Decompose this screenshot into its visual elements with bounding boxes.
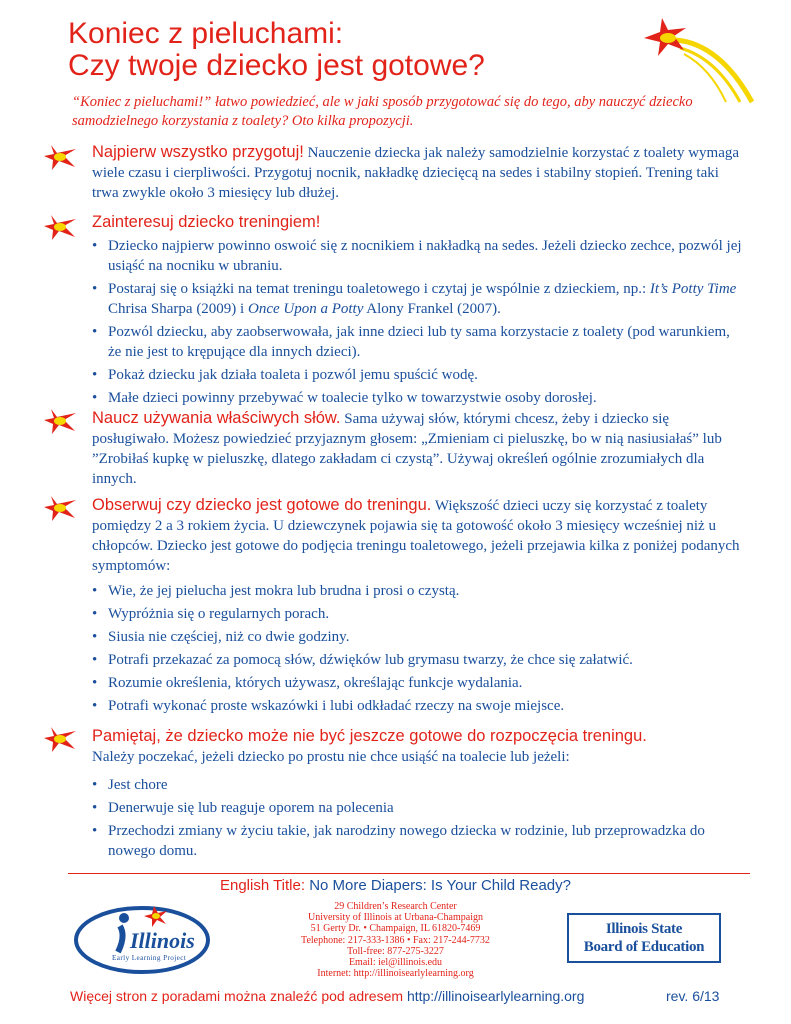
bullet-list <box>92 236 742 408</box>
bullet-list <box>92 775 742 861</box>
list-item: • Pozwól dziecku, aby zaobserwowała, jak inne dzieci lub ty sama korzystacie z toalety (pod warunkiem, że nie jest to krępujące dla innych dzieci). <box>92 322 742 362</box>
section-body: Nauczenie dziecka jak należy samodzielnie korzystać z toalety wymaga wiele czasu i cierpliwości. Przygotuj nocnik, nakładkę dziecięcą na sedes i stabilny stopień. Trening taki trwa zwykle około 3 miesięcy lub dłużej. <box>92 145 740 201</box>
section-body: Należy poczekać, jeżeli dziecko po prostu nie chce usiąść na toalecie lub jeżeli: <box>92 749 570 765</box>
list-item: • Postaraj się o książki na temat treningu toaletowego i czytaj je wspólnie z dzieckiem, np.: It’s Potty Time Chrisa Sharpa (2009) i Once Upon a Potty Alony Frankel (2007). <box>92 279 742 319</box>
title-line-2: Czy twoje dziecko jest gotowe? <box>68 49 485 82</box>
footer-divider <box>68 873 750 874</box>
bullet-list <box>92 581 742 716</box>
section-heading: Najpierw wszystko przygotuj! <box>92 143 304 161</box>
english-title: English Title: No More Diapers: Is Your Child Ready? <box>219 877 571 894</box>
section-heading: Naucz używania właściwych słów. <box>92 409 341 427</box>
section-body: Większość dzieci uczy się korzystać z toalety pomiędzy 2 a 3 rokiem życia. U dziewczynek pojawia się ta gotowość około 3 miesięcy wcześniej niż u chłopców. Dziecko jest gotowe do podjęcia treningu toaletowego, jeżeli przejawia kilka z poniżej podanych symptomów: <box>92 498 740 574</box>
contact-info: 29 Children’s Research Center University of Illinois at Urbana-Champaign 51 Gerty Dr. • Champaign, IL 61820-7469 Telephone: 217-333-1386 • Fax: 217-244-7732 Toll-free: 877-275-3227 Email: iel@illinois.edu Internet: http://illinoisearlylearning.org <box>0 901 791 979</box>
website-link[interactable]: Internet: http://illinoisearlylearning.org <box>317 968 474 980</box>
star-icon <box>42 212 78 242</box>
email-link[interactable]: Email: iel@illinois.edu <box>348 957 443 969</box>
list-item: • Potrafi wykonać proste wskazówki i lubi odkładać rzeczy na swoje miejsce. <box>92 696 742 716</box>
title-line-1: Koniec z pieluchami: <box>68 17 344 50</box>
star-icon <box>42 724 78 754</box>
section-heading: Zainteresuj dziecko treningiem! <box>92 213 321 231</box>
list-item: • Potrafi przekazać za pomocą słów, dźwięków lub grymasu twarzy, że chce się załatwić. <box>92 650 742 670</box>
list-item: • Dziecko najpierw powinno oswoić się z nocnikiem i nakładką na sedes. Jeżeli dziecko zechce, pozwól jej usiąść na nocniku w ubraniu. <box>92 236 742 276</box>
list-item: • Pokaż dziecku jak działa toaleta i pozwól jemu spuścić wodę. <box>92 365 742 385</box>
logo-text: Illinois <box>130 928 195 953</box>
footer-url-link[interactable]: http://illinoisearlylearning.org <box>406 988 585 1004</box>
intro-text: “Koniec z pieluchami!” łatwo powiedzieć, ale w jaki sposób przygotować się do tego, aby nauczyć dziecko samodzielnego korzystania z toalety? Oto kilka propozycji. <box>72 94 693 129</box>
logo-subtitle: Early Learning Project <box>112 954 187 962</box>
list-item: • Wie, że jej pielucha jest mokra lub brudna i prosi o czystą. <box>92 581 742 601</box>
footer-note: Więcej stron z poradami można znaleźć pod adresem http://illinoisearlylearning.org <box>70 988 585 1004</box>
list-item: • Jest chore <box>92 775 742 795</box>
book-title: Once Upon a Potty <box>247 301 364 317</box>
list-item: • Denerwuje się lub reaguje oporem na polecenia <box>92 798 742 818</box>
star-icon <box>42 406 78 436</box>
list-item: • Przechodzi zmiany w życiu takie, jak narodziny nowego dziecka w rodzinie, lub przeprowadzka do nowego domu. <box>92 821 742 861</box>
list-item: • Siusia nie częściej, niż co dwie godziny. <box>92 627 742 647</box>
section-body: Sama używaj słów, którymi chcesz, żeby i dziecko się posługiwało. Możesz powiedzieć przyjaznym głosem: „Zmieniam ci pieluszkę, bo w nią nasiusiałaś” lub ”Zrobiłaś kupkę w pieluszkę, dlatego zakładam ci czystą”. Używaj określeń ogólnie zrozumiałych dla innych. <box>92 411 722 487</box>
list-item: • Małe dzieci powinny przebywać w toalecie tylko w towarzystwie osoby dorosłej. <box>92 388 742 408</box>
list-item: • Rozumie określenia, których używasz, określając funkcje wydalania. <box>92 673 742 693</box>
isbe-logo: Illinois State Board of Education <box>567 913 721 963</box>
revision-label: rev. 6/13 <box>666 988 720 1004</box>
section-heading: Pamiętaj, że dziecko może nie być jeszcze gotowe do rozpoczęcia treningu. <box>92 727 647 745</box>
section-heading: Obserwuj czy dziecko jest gotowe do treningu. <box>92 496 432 514</box>
book-title: It’s Potty Time <box>649 281 737 297</box>
star-icon <box>42 493 78 523</box>
star-icon <box>42 142 78 172</box>
list-item: • Wypróżnia się o regularnych porach. <box>92 604 742 624</box>
page-title <box>68 18 485 82</box>
